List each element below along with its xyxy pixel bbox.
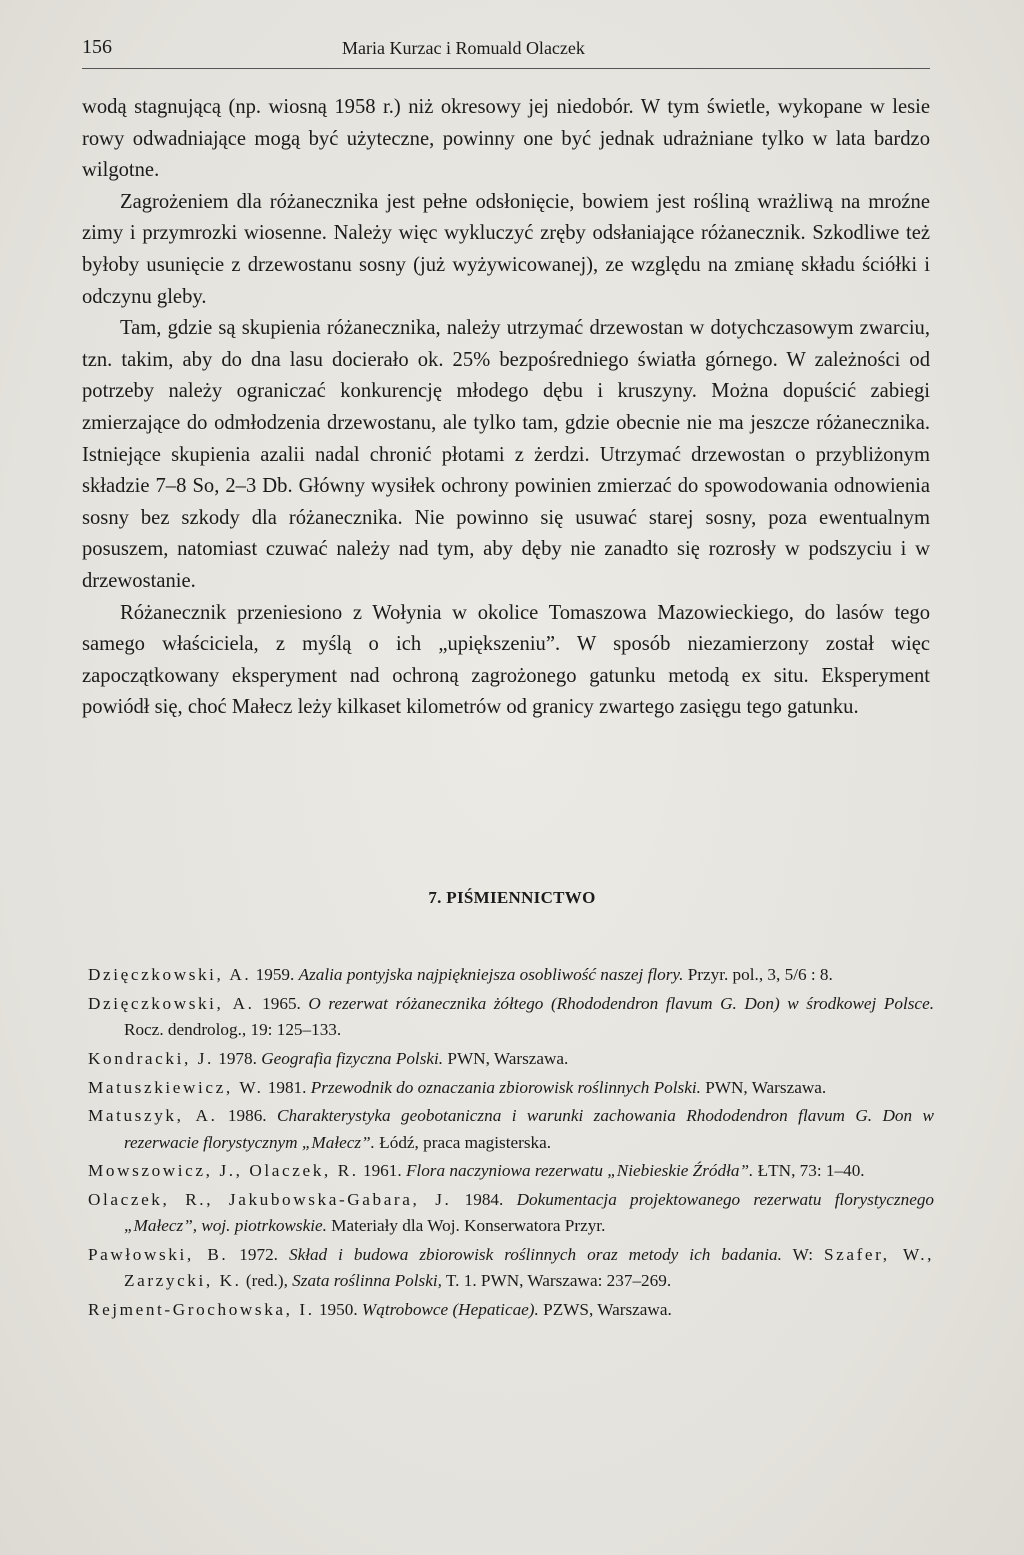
reference-title: O rezerwat różanecznika żółtego (Rhododendron flavum G. Don) w środkowej Polsce. (308, 993, 934, 1013)
page-header (82, 34, 930, 69)
reference-editor: Szafer, W., Zarzycki, K. (124, 1245, 935, 1291)
page-number: 156 (82, 36, 112, 58)
reference-author: Rejment-Grochowska, I. (88, 1300, 315, 1320)
reference-year: 1986. (217, 1106, 278, 1126)
reference-item (88, 1046, 934, 1072)
running-head: Maria Kurzac i Romuald Olaczek (342, 38, 585, 58)
reference-source: Rocz. dendrolog., 19: 125–133. (124, 1020, 342, 1039)
reference-year: 1984. (451, 1190, 517, 1210)
reference-author: Dzięczkowski, A. (88, 965, 252, 984)
body-text (82, 92, 930, 724)
reference-item (88, 1103, 934, 1155)
reference-year: 1981. (263, 1077, 311, 1097)
reference-title: Dokumentacja projektowanego rezerwatu florystycznego „Małecz”, woj. piotrkowskie. (124, 1190, 935, 1236)
reference-title: Charakterystyka geobotaniczna i warunki zachowania Rhododendron flavum G. Don w rezerwacie florystycznym „Małecz”. (124, 1106, 935, 1152)
paragraph: wodą stagnującą (np. wiosną 1958 r.) niż okresowy jej niedobór. W tym świetle, wykopane w lesie rowy odwadniające mogą być użyteczne, powinny one być jednak udrażniane tylko w lata bardzo wilgotne. (82, 96, 930, 182)
reference-source: Łódź, praca magisterska. (374, 1132, 552, 1152)
reference-title: Geografia fizyczna Polski. (261, 1048, 444, 1068)
reference-book-title: Szata roślinna Polski, (292, 1271, 442, 1291)
reference-title: Przewodnik do oznaczania zbiorowisk roślinnych Polski. (310, 1077, 701, 1097)
reference-year: 1959. (251, 965, 299, 984)
reference-item (88, 962, 934, 988)
reference-item (88, 1297, 934, 1323)
reference-author: Matuszkiewicz, W. (88, 1077, 264, 1097)
reference-author: Mowszowicz, J., Olaczek, R. (88, 1161, 359, 1181)
reference-author: Matuszyk, A. (88, 1106, 218, 1126)
reference-source: T. 1. PWN, Warszawa: 237–269. (441, 1271, 672, 1291)
reference-year: 1950. (314, 1300, 362, 1320)
reference-author: Pawłowski, B. (88, 1245, 229, 1265)
reference-title: Flora naczyniowa rezerwatu „Niebieskie Źródła”. (405, 1161, 754, 1181)
reference-source: Materiały dla Woj. Konserwatora Przyr. (326, 1216, 606, 1236)
reference-year: 1961. (358, 1161, 406, 1181)
reference-source: W: (781, 1245, 824, 1265)
reference-source: PWN, Warszawa. (700, 1077, 827, 1097)
reference-title: Wątrobowce (Hepaticae). (361, 1300, 539, 1320)
reference-year: 1972. (228, 1245, 289, 1265)
reference-item (88, 1242, 934, 1294)
reference-source: Przyr. pol., 3, 5/6 : 8. (683, 965, 833, 984)
reference-item (88, 1187, 934, 1239)
reference-item (88, 1075, 934, 1101)
reference-year: 1978. (213, 1048, 262, 1068)
paragraph: Zagrożeniem dla różanecznika jest pełne odsłonięcie, bowiem jest rośliną wrażliwą na mroźne zimy i przymrozki wiosenne. Należy więc wykluczyć zręby odsłaniające różanecznik. Szkodliwe też byłoby usunięcie z drzewostanu sosny (już wyżywicowanej), ze względu na zmianę składu ściółki i odczynu gleby. (82, 190, 930, 308)
reference-source: PWN, Warszawa. (443, 1048, 569, 1068)
reference-list (88, 962, 934, 1326)
reference-source: PZWS, Warszawa. (538, 1300, 672, 1320)
reference-year: 1965. (254, 993, 309, 1013)
paragraph: Tam, gdzie są skupienia różanecznika, należy utrzymać drzewostan w dotychczasowym zwarciu, tzn. takim, aby do dna lasu docierało ok. 25% bezpośredniego światła górnego. W zależności od potrzeby należy ograniczać konkurencję młodego dębu i kruszyny. Można dopuścić zabiegi zmierzające do odmłodzenia drzewostanu, ale tylko tam, gdzie obecnie nie ma jeszcze różanecznika. Istniejące skupienia azalii nadal chronić płotami z żerdzi. Utrzymać drzewostan o przybliżonym składzie 7–8 So, 2–3 Db. Główny wysiłek ochrony powinien zmierzać do spowodowania odnowienia sosny bez szkody dla różanecznika. Nie powinno się usuwać starej sosny, poza ewentualnym posuszem, natomiast czuwać należy nad tym, aby dęby nie zanadto się rozrosły w podszyciu i w drzewostanie. (82, 317, 930, 592)
reference-item (88, 991, 934, 1043)
section-title: 7. PIŚMIENNICTWO (428, 888, 596, 907)
reference-item (88, 1158, 934, 1184)
reference-author: Dzięczkowski, A. (88, 993, 255, 1013)
reference-source: ŁTN, 73: 1–40. (753, 1161, 865, 1181)
reference-editor-note: (red.), (241, 1271, 293, 1291)
reference-author: Kondracki, J. (88, 1048, 214, 1068)
reference-author: Olaczek, R., Jakubowska-Gabara, J. (88, 1190, 452, 1210)
reference-title: Skład i budowa zbiorowisk roślinnych oraz metody ich badania. (288, 1245, 782, 1265)
reference-title: Azalia pontyjska najpiękniejsza osobliwość naszej flory. (298, 965, 684, 984)
paragraph: Różanecznik przeniesiono z Wołynia w okolice Tomaszowa Mazowieckiego, do lasów tego samego właściciela, z myślą o ich „upiększeniu”. W sposób niezamierzony został więc zapoczątkowany eksperyment nad ochroną zagrożonego gatunku metodą ex situ. Eksperyment powiódł się, choć Małecz leży kilkaset kilometrów od granicy zwartego zasięgu tego gatunku. (82, 601, 930, 719)
